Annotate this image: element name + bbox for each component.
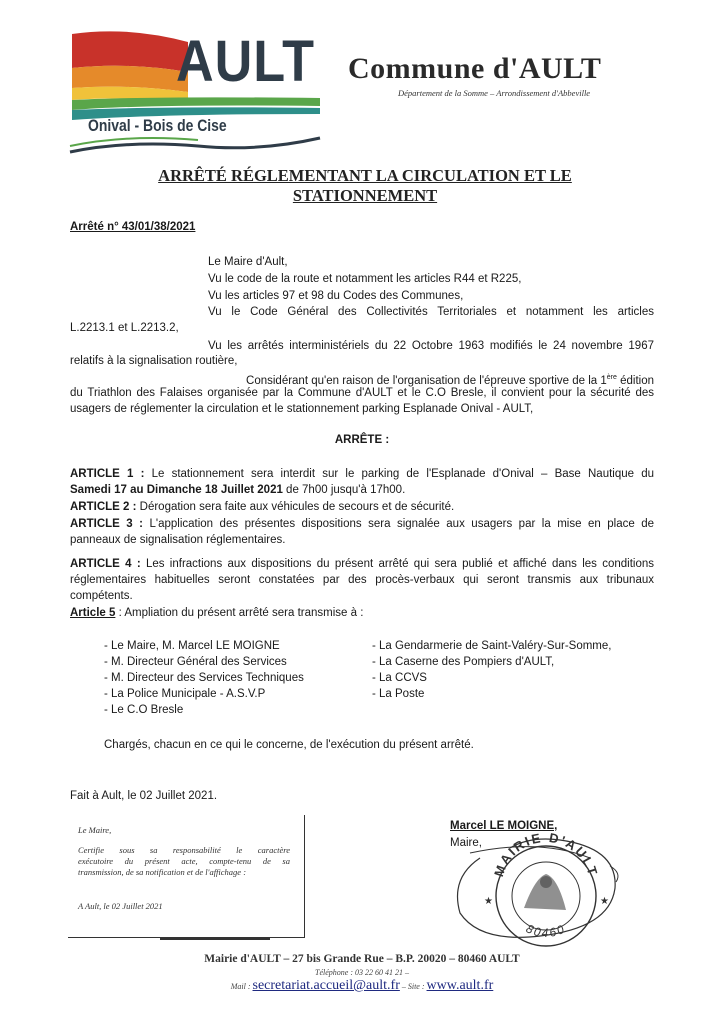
svg-text:80460 [524,921,568,940]
arrete-number: Arrêté n° 43/01/38/2021 [70,221,196,233]
logo-tagline: Onival - Bois de Cise [88,116,227,135]
charges-line: Chargés, chacun en ce qui le concerne, de l'exécution du présent arrêté. [104,739,474,751]
commune-title: Commune d'AULT [348,52,602,85]
article-2: ARTICLE 2 : Dérogation sera faite aux véhicules de secours et de sécurité. [70,501,455,513]
executory-certification-box [68,815,305,938]
article-3-line-2: panneaux de signalisation réglementaires. [70,534,286,546]
stamp-line-4: transmission, de sa notification et de l'affichage : [78,867,247,877]
title-line-1: ARRÊTÉ RÉGLEMENTANT LA CIRCULATION ET LE [158,166,572,185]
footer-phone: Téléphone : 03 22 60 41 21 – [315,968,409,977]
considerant-line-2: du Triathlon des Falaises organisée par la Commune d'AULT et le C.O Bresle, il convient pour la sécurité des [70,387,654,399]
website-link[interactable]: www.ault.fr [426,978,494,993]
stamp-line-3: exécutoire du présent acte, compte-tenu de sa [78,856,290,866]
seal-star-right-icon: ★ [600,896,609,907]
recipient-item: - M. Directeur Général des Services [104,656,287,668]
recipient-item: - Le Maire, M. Marcel LE MOIGNE [104,640,280,652]
seal-star-left-icon: ★ [484,896,493,907]
seal-top-text: MAIRIE D'AULT [490,829,601,879]
vu-line-1: Vu le code de la route et notamment les articles R44 et R225, [208,273,522,285]
article-1-line-1: ARTICLE 1 : Le stationnement sera interdit sur le parking de l'Esplanade d'Onival – Base Nautique du [70,468,654,480]
considerant-line-3: usagers de réglementer la circulation et le stationnement parking Esplanade Onival - AULT, [70,403,534,415]
email-link[interactable]: secretariat.accueil@ault.fr [252,978,400,993]
recipient-item: - La Gendarmerie de Saint-Valéry-Sur-Somme, [372,640,612,652]
fait-line: Fait à Ault, le 02 Juillet 2021. [70,790,218,802]
document-title [100,166,630,206]
signatory-name: Marcel LE MOIGNE, [450,820,558,832]
stamp-line-2: Certifie sous sa responsabilité le caractère [78,845,290,855]
signatory-role: Maire, [450,837,482,849]
stamp-underline [160,938,270,940]
mayor-line: Le Maire d'Ault, [208,256,288,268]
article-4-line-2: réglementaires habituelles seront constatées par des procès-verbaux qui seront transmis aux tribunaux [70,574,654,586]
vu-line-3: Vu le Code Général des Collectivités Territoriales et notamment les articles [208,306,654,318]
recipient-item: - M. Directeur des Services Techniques [104,672,304,684]
title-line-2: STATIONNEMENT [292,186,438,205]
considerant-line-1: Considérant qu'en raison de l'organisation de l'épreuve sportive de la 1ère édition [246,374,654,387]
recipient-item: - La Caserne des Pompiers d'AULT, [372,656,555,668]
article-4-line-1: ARTICLE 4 : Les infractions aux dispositions du présent arrêté qui sera publié et affiché dans les conditions [70,558,654,570]
mayor-seal-and-signature [440,818,630,948]
seal-bottom-text: 80460 [523,921,569,940]
vu-line-3b: L.2213.1 et L.2213.2, [70,322,179,334]
recipient-item: - La Poste [372,688,425,700]
logo-word: AULT [176,29,315,94]
article-3-line-1: ARTICLE 3 : L'application des présentes dispositions sera signalée aux usagers par la mise en place de [70,518,654,530]
recipient-item: - Le C.O Bresle [104,704,184,716]
vu-line-2: Vu les articles 97 et 98 du Codes des Communes, [208,290,464,302]
footer-address: Mairie d'AULT – 27 bis Grande Rue – B.P. 20020 – 80460 AULT [204,953,520,965]
arrete-heading: ARRÊTE : [334,434,390,446]
mail-label: Mail : [230,982,253,991]
article-1-line-2: Samedi 17 au Dimanche 18 Juillet 2021 de 7h00 jusqu'à 17h00. [70,484,406,496]
article-4-line-3: compétents. [70,590,133,602]
vu-line-4: Vu les arrêtés interministériels du 22 Octobre 1963 modifiés le 24 novembre 1967 [208,340,654,352]
article-5: Article 5 : Ampliation du présent arrêté sera transmise à : [70,607,364,619]
recipient-item: - La Police Municipale - A.S.V.P [104,688,266,700]
ault-logo [68,28,324,156]
commune-subtitle: Département de la Somme – Arrondissement d'Abbeville [398,88,591,98]
svg-text:MAIRIE D'AULT [491,830,601,879]
vu-line-4b: relatifs à la signalisation routière, [70,355,238,367]
recipients-right [372,638,611,702]
stamp-line-1: Le Maire, [78,825,112,835]
site-label: – Site : [399,982,427,991]
recipient-item: - La CCVS [372,672,427,684]
footer-contacts [0,978,724,994]
recipients-left [104,638,304,718]
stamp-line-5: A Ault, le 02 Juillet 2021 [78,901,163,911]
